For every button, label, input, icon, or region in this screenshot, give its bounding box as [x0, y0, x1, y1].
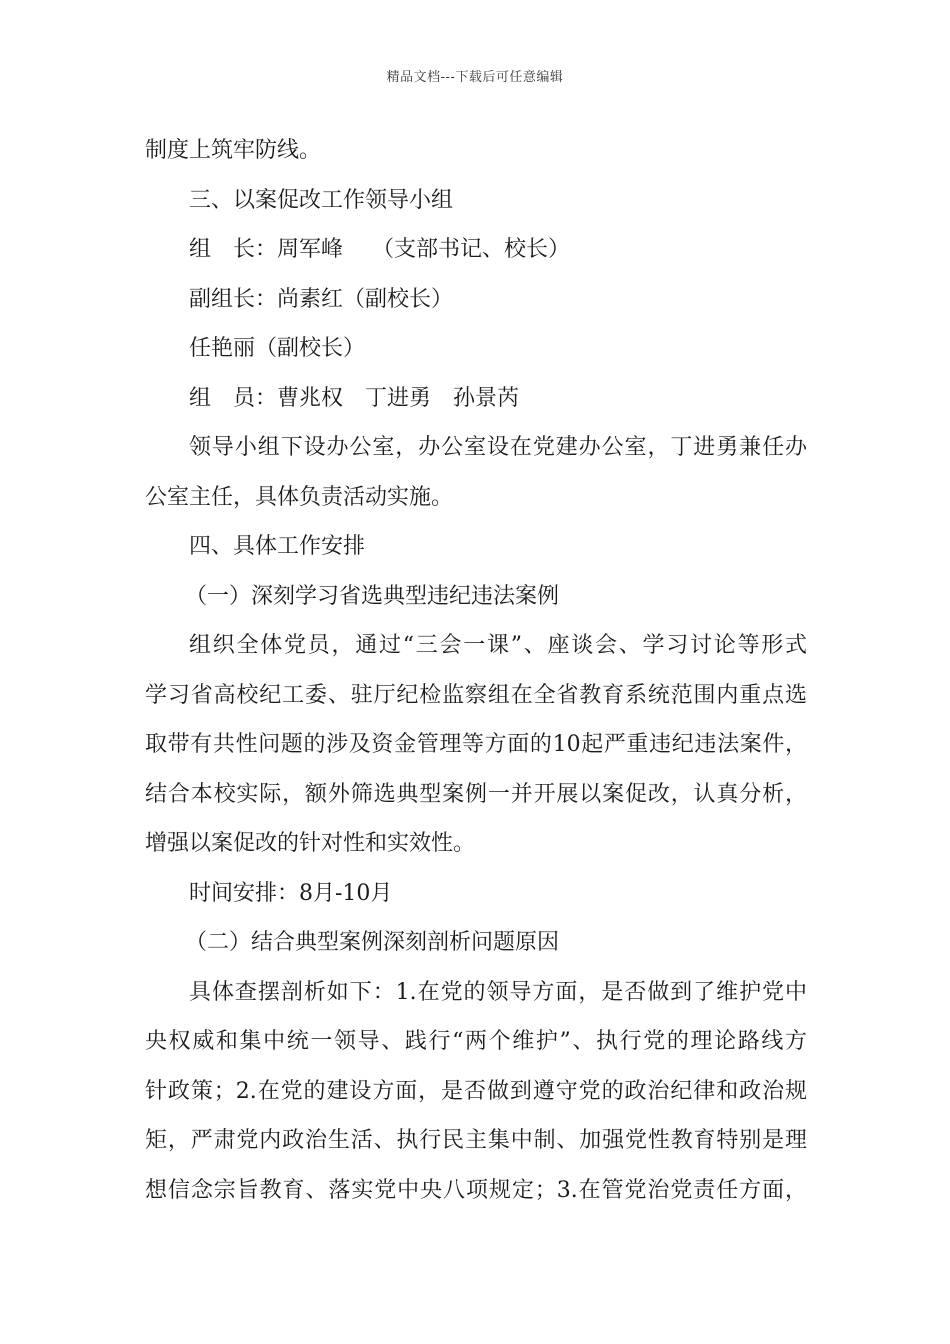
text-line: 三、以案促改工作领导小组 [189, 187, 454, 213]
page-header-watermark: 精品文档---下载后可任意编辑 [386, 70, 564, 85]
text-line: 针政策；2.在党的建设方面，是否做到遵守党的政治纪律和政治规 [145, 1078, 807, 1104]
text-line: 领导小组下设办公室，办公室设在党建办公室，丁进勇兼任办 [189, 435, 807, 460]
text-line: 结合本校实际，额外筛选典型案例一并开展以案促改，认真分析， [145, 781, 807, 807]
text-line: 公室主任，具体负责活动实施。 [145, 484, 454, 510]
text-line: 任艳丽（副校长） [189, 336, 366, 361]
text-line: （一）深刻学习省选典型违纪违法案例 [185, 583, 560, 609]
text-line: 制度上筑牢防线。 [145, 138, 322, 163]
text-line: 四、具体工作安排 [189, 534, 366, 559]
text-line: 央权威和集中统一领导、践行“两个维护”、执行党的理论路线方 [145, 1029, 807, 1054]
text-line: 学习省高校纪工委、驻厅纪检监察组在全省教育系统范围内重点选 [145, 682, 807, 708]
text-line: 组 员：曹兆权 丁进勇 孙景芮 [189, 385, 520, 411]
text-line: （二）结合典型案例深刻剖析问题原因 [185, 930, 560, 955]
text-line: 取带有共性问题的涉及资金管理等方面的10起严重违纪违法案件， [145, 732, 807, 757]
text-line: 想信念宗旨教育、落实党中央八项规定；3.在管党治党责任方面， [145, 1177, 807, 1203]
text-line: 增强以案促改的针对性和实效性。 [145, 831, 476, 856]
text-line: 组织全体党员，通过“三会一课”、座谈会、学习讨论等形式 [189, 633, 807, 658]
document-body [145, 126, 807, 1215]
text-line: 组 长：周军峰 （支部书记、校长） [189, 237, 570, 262]
text-line: 副组长：尚素红（副校长） [189, 286, 454, 312]
text-line: 时间安排：8月-10月 [189, 880, 393, 906]
text-line: 具体查摆剖析如下：1.在党的领导方面，是否做到了维护党中 [189, 979, 807, 1005]
text-line: 矩，严肃党内政治生活、执行民主集中制、加强党性教育特别是理 [145, 1128, 807, 1153]
